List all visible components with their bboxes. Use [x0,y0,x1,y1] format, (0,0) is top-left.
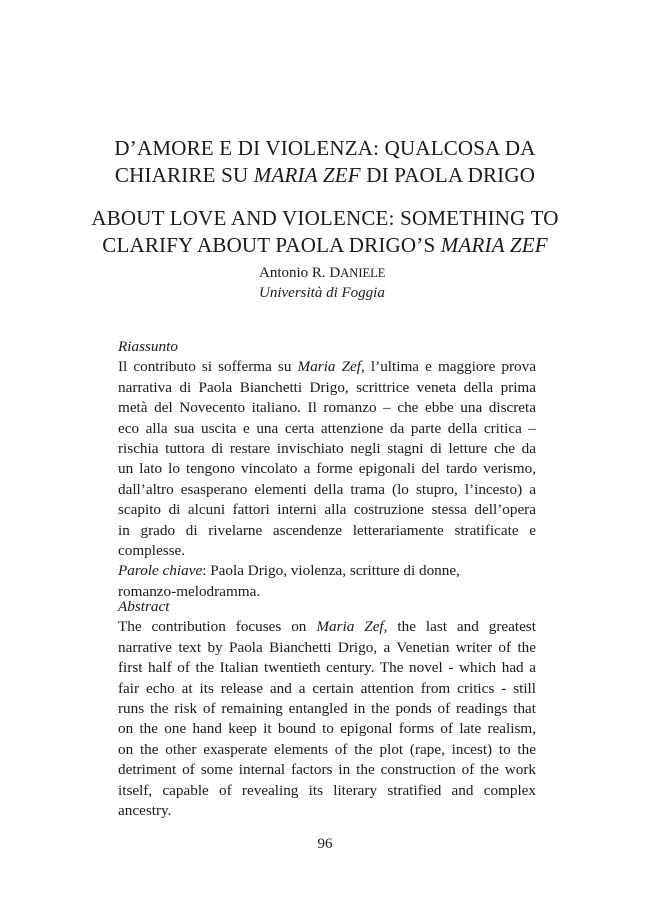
riassunto-line: complesse. [118,542,186,560]
riassunto-line: in grado di rivelarne ascendenze letterariamente stratificate e [118,521,536,539]
author-name [259,263,385,283]
italian-title-line-1: D’AMORE E DI VIOLENZA: QUALCOSA DA [114,136,536,160]
italian-title-suffix: DI PAOLA DRIGO [360,163,536,187]
abstract-heading: Abstract [118,598,170,615]
keywords-label: Parole chiave [118,562,203,580]
page-number: 96 [317,836,333,852]
author-affiliation: Università di Foggia [259,285,385,301]
keywords-list: : Paola Drigo, violenza, scritture di donne, [202,562,460,580]
english-title-prefix: CLARIFY ABOUT PAOLA DRIGO’S [102,233,441,257]
italian-title-prefix: CHIARIRE SU [114,163,254,187]
riassunto-line: narrativa di Paola Bianchetti Drigo, scrittrice veneta della prima [118,378,536,396]
english-title [90,205,560,259]
keywords-list-cont: romanzo-melodramma. [118,582,261,600]
riassunto-line: eco alla sua uscita e una certa attenzione da parte della critica – [118,419,536,437]
abstract-line: runs the risk of remaining entangled in the ponds of readings that [118,700,536,718]
abstract-line: narrative text by Paola Bianchetti Drigo, a Venetian writer of the [118,638,536,656]
english-title-line-1: ABOUT LOVE AND VIOLENCE: SOMETHING TO [91,206,559,230]
abstract-section [118,597,536,821]
riassunto-line: scapito di alcuni fattori interni alla costruzione stessa dell’opera [118,501,536,519]
italian-title-line-2 [90,162,560,189]
abstract-line: on the other exasperate elements of the plot (rape, incest) to the [118,740,536,758]
english-title-line-2 [90,232,560,259]
riassunto-heading: Riassunto [118,338,178,355]
abstract-line: The contribution focuses on Maria Zef, the last and greatest [118,618,536,636]
italian-title-work: MARIA ZEF [253,163,361,187]
riassunto-paragraph [118,357,536,561]
riassunto-line: Il contributo si sofferma su Maria Zef, l’ultima e maggiore prova [118,358,536,376]
abstract-paragraph [118,617,536,821]
abstract-line: fair echo at its release and a certain attention from critics - still [118,679,536,697]
author-last-smallcaps: ANIELE [340,266,386,280]
abstract-line: ancestry. [118,802,172,820]
italian-title [90,135,560,189]
riassunto-line: metà del Novecento italiano. Il romanzo – che ebbe una discreta [118,399,536,417]
riassunto-line: rischia tuttora di restare invischiato negli stagni di letture che da [118,440,536,458]
riassunto-section [118,337,536,602]
riassunto-line: dall’altro esasperano elementi della trama (lo stupro, l’incesto) a [118,480,536,498]
abstract-line: on the one hand keep it bound to epigonal forms of late realism, [118,720,536,738]
abstract-line: detriment of some internal factors in the construction of the work [118,761,536,779]
author-first: Antonio R. D [259,265,341,281]
abstract-line: itself, capable of revealing its literary stratified and complex [118,781,536,799]
riassunto-line: un lato lo tengono vincolato a forme epigonali del tardo verismo, [118,460,536,478]
english-title-work: MARIA ZEF [440,233,548,257]
abstract-line: first half of the Italian twentieth century. The novel - which had a [118,659,536,677]
